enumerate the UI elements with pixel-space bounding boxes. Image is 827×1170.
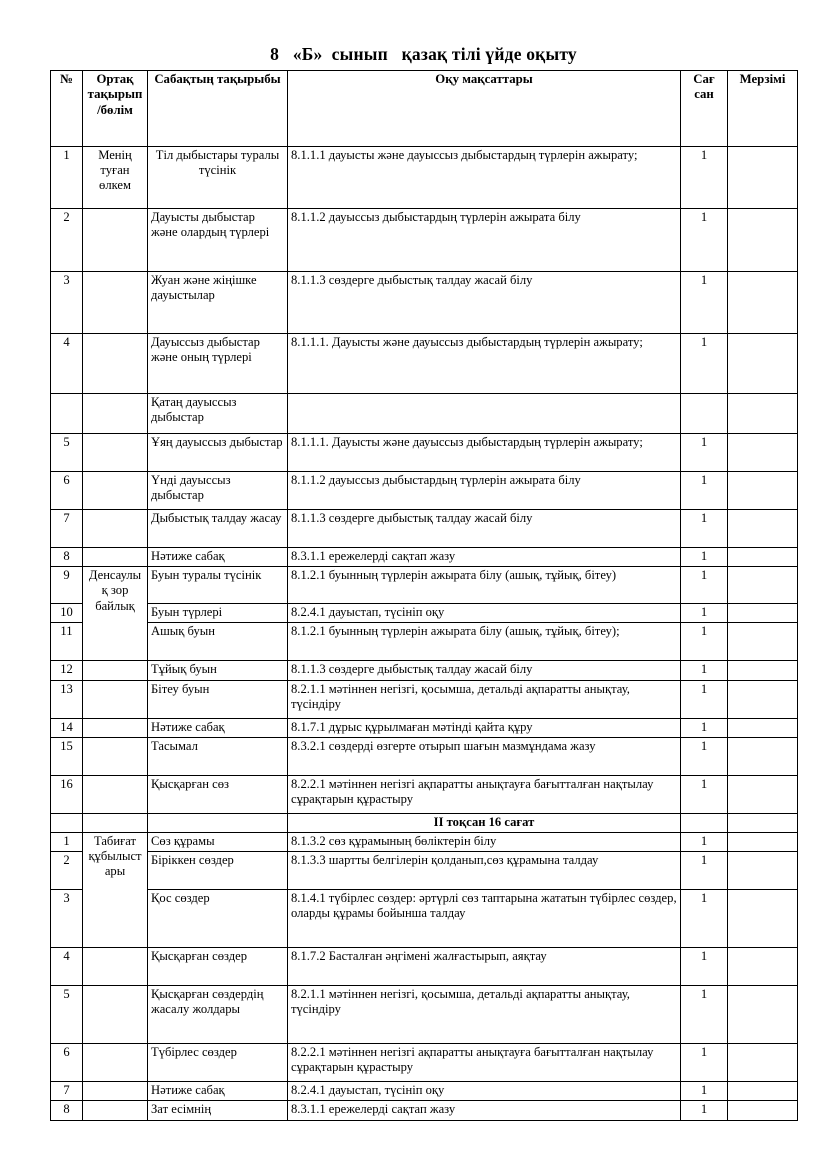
cell-date: [728, 775, 798, 813]
cell-topic: Зат есімнің: [148, 1101, 288, 1120]
cell-date: [728, 661, 798, 680]
cell-topic: Дыбыстық талдау жасау: [148, 510, 288, 548]
cell-theme: [83, 209, 148, 272]
cell-topic: Ұяң дауыссыз дыбыстар: [148, 434, 288, 472]
cell-hours: 1: [681, 775, 728, 813]
cell-objective: 8.1.1.1. Дауысты және дауыссыз дыбыстардың түрлерін ажырату;: [288, 434, 681, 472]
cell-objective: 8.3.1.1 ережелерді сақтап жазу: [288, 1101, 681, 1120]
column-header-objectives: Оқу мақсаттары: [288, 71, 681, 147]
cell-objective: 8.2.1.1 мәтіннен негізгі, қосымша, детальді ақпаратты анықтау, түсіндіру: [288, 986, 681, 1044]
cell-theme: [83, 661, 148, 680]
cell-date: [728, 434, 798, 472]
cell-objective: 8.2.4.1 дауыстап, түсініп оқу: [288, 604, 681, 623]
cell-hours: 1: [681, 548, 728, 567]
cell-hours: 1: [681, 272, 728, 334]
table-row: [51, 548, 798, 567]
cell-theme: [83, 472, 148, 510]
cell-hours: 1: [681, 147, 728, 209]
cell-date: [728, 567, 798, 604]
cell-topic: Бітеу буын: [148, 680, 288, 718]
cell-date: [728, 986, 798, 1044]
cell-date: [728, 948, 798, 986]
cell-no: 3: [51, 890, 83, 948]
table-row: [51, 948, 798, 986]
cell-date: [728, 813, 798, 832]
cell-objective: 8.1.7.1 дұрыс құрылмаған мәтінді қайта құру: [288, 718, 681, 737]
table-row: [51, 394, 798, 434]
cell-no: 11: [51, 623, 83, 661]
cell-theme: [83, 986, 148, 1044]
cell-hours: 1: [681, 604, 728, 623]
cell-date: [728, 623, 798, 661]
table-row: [51, 718, 798, 737]
cell-objective: 8.2.2.1 мәтіннен негізгі ақпаратты анықтауға бағытталған нақтылау сұрақтарын құрастыру: [288, 775, 681, 813]
cell-objective: 8.1.1.2 дауыссыз дыбыстардың түрлерін ажырата білу: [288, 209, 681, 272]
table-row: [51, 1044, 798, 1082]
cell-hours: 1: [681, 510, 728, 548]
cell-date: [728, 548, 798, 567]
cell-topic: Тұйық буын: [148, 661, 288, 680]
cell-date: [728, 680, 798, 718]
column-header-topic: Сабақтың тақырыбы: [148, 71, 288, 147]
cell-theme: [83, 510, 148, 548]
table-body: [51, 147, 798, 1121]
cell-date: [728, 833, 798, 852]
table-row: [51, 775, 798, 813]
cell-no: 5: [51, 986, 83, 1044]
cell-theme: [83, 272, 148, 334]
cell-theme: [83, 775, 148, 813]
cell-hours: 1: [681, 661, 728, 680]
term-banner-row: [51, 813, 798, 832]
cell-topic: Қысқарған сөз: [148, 775, 288, 813]
cell-hours: 1: [681, 209, 728, 272]
cell-hours: 1: [681, 680, 728, 718]
cell-no: 8: [51, 548, 83, 567]
table-row: [51, 852, 798, 890]
column-header-hours: Сағ сан: [681, 71, 728, 147]
cell-date: [728, 209, 798, 272]
cell-hours: [681, 394, 728, 434]
cell-objective: 8.1.3.3 шартты белгілерін қолданып,сөз құрамына талдау: [288, 852, 681, 890]
cell-no: 10: [51, 604, 83, 623]
cell-no: 16: [51, 775, 83, 813]
cell-date: [728, 1044, 798, 1082]
table-row: [51, 890, 798, 948]
cell-no: 6: [51, 472, 83, 510]
table-row: [51, 1082, 798, 1101]
table-row: [51, 1101, 798, 1120]
cell-theme: Менің туған өлкем: [83, 147, 148, 209]
cell-date: [728, 147, 798, 209]
table-row: [51, 737, 798, 775]
term-banner-label: II тоқсан 16 сағат: [288, 813, 681, 832]
cell-date: [728, 718, 798, 737]
cell-no: 7: [51, 1082, 83, 1101]
cell-objective: 8.1.7.2 Басталған әңгімені жалғастырып, аяқтау: [288, 948, 681, 986]
cell-no: 6: [51, 1044, 83, 1082]
column-header-theme: Ортақ тақырып /бөлім: [83, 71, 148, 147]
cell-hours: 1: [681, 948, 728, 986]
cell-date: [728, 1082, 798, 1101]
cell-topic: Буын түрлері: [148, 604, 288, 623]
cell-date: [728, 604, 798, 623]
cell-no: 14: [51, 718, 83, 737]
table-row: [51, 434, 798, 472]
cell-theme: [83, 1101, 148, 1120]
cell-date: [728, 852, 798, 890]
cell-theme: [83, 548, 148, 567]
table-row: [51, 209, 798, 272]
cell-no: 15: [51, 737, 83, 775]
cell-objective: 8.1.1.3 сөздерге дыбыстық талдау жасай білу: [288, 510, 681, 548]
cell-theme: [83, 1044, 148, 1082]
cell-topic: Қысқарған сөздер: [148, 948, 288, 986]
table-row: [51, 604, 798, 623]
cell-objective: 8.1.3.2 сөз құрамының бөліктерін білу: [288, 833, 681, 852]
cell-date: [728, 334, 798, 394]
cell-topic: Буын туралы түсінік: [148, 567, 288, 604]
table-row: [51, 833, 798, 852]
cell-hours: [681, 813, 728, 832]
lesson-plan-table: [50, 70, 798, 1121]
cell-topic: Ашық буын: [148, 623, 288, 661]
cell-topic: Қос сөздер: [148, 890, 288, 948]
cell-theme: Табиғат құбылыстары: [83, 833, 148, 948]
cell-hours: 1: [681, 1044, 728, 1082]
table-row: [51, 623, 798, 661]
cell-theme: [83, 434, 148, 472]
cell-hours: 1: [681, 890, 728, 948]
cell-objective: 8.1.1.3 сөздерге дыбыстық талдау жасай білу: [288, 661, 681, 680]
cell-theme: [83, 394, 148, 434]
cell-date: [728, 1101, 798, 1120]
table-row: [51, 986, 798, 1044]
page-title: 8 «Б» сынып қазақ тілі үйде оқыту: [270, 44, 577, 64]
cell-no: 8: [51, 1101, 83, 1120]
table-row: [51, 472, 798, 510]
cell-topic: Біріккен сөздер: [148, 852, 288, 890]
cell-hours: 1: [681, 718, 728, 737]
cell-topic: Дауысты дыбыстар және олардың түрлері: [148, 209, 288, 272]
cell-date: [728, 510, 798, 548]
cell-no: 4: [51, 334, 83, 394]
cell-hours: 1: [681, 623, 728, 661]
cell-topic: Нәтиже сабақ: [148, 718, 288, 737]
cell-topic: [148, 813, 288, 832]
cell-objective: 8.1.2.1 буынның түрлерін ажырата білу (ашық, тұйық, бітеу);: [288, 623, 681, 661]
cell-topic: Тасымал: [148, 737, 288, 775]
cell-objective: 8.2.1.1 мәтіннен негізгі, қосымша, детальді ақпаратты анықтау, түсіндіру: [288, 680, 681, 718]
cell-topic: Нәтиже сабақ: [148, 548, 288, 567]
cell-no: 2: [51, 209, 83, 272]
cell-objective: 8.3.2.1 сөздерді өзгерте отырып шағын мазмұндама жазу: [288, 737, 681, 775]
cell-theme: Денсаулық зор байлық: [83, 567, 148, 661]
cell-no: [51, 394, 83, 434]
cell-no: 2: [51, 852, 83, 890]
cell-hours: 1: [681, 833, 728, 852]
cell-topic: Түбірлес сөздер: [148, 1044, 288, 1082]
column-header-date: Мерзімі: [728, 71, 798, 147]
cell-date: [728, 472, 798, 510]
cell-objective: 8.1.1.1 дауысты және дауыссыз дыбыстардың түрлерін ажырату;: [288, 147, 681, 209]
cell-hours: 1: [681, 472, 728, 510]
cell-topic: Жуан және жіңішке дауыстылар: [148, 272, 288, 334]
column-header-no: №: [51, 71, 83, 147]
cell-no: 5: [51, 434, 83, 472]
cell-date: [728, 394, 798, 434]
cell-hours: 1: [681, 434, 728, 472]
cell-objective: 8.1.1.3 сөздерге дыбыстық талдау жасай білу: [288, 272, 681, 334]
cell-objective: 8.2.2.1 мәтіннен негізгі ақпаратты анықтауға бағытталған нақтылау сұрақтарын құрастыру: [288, 1044, 681, 1082]
cell-theme: [83, 813, 148, 832]
cell-no: 1: [51, 147, 83, 209]
cell-objective: 8.1.1.2 дауыссыз дыбыстардың түрлерін ажырата білу: [288, 472, 681, 510]
cell-topic: Үнді дауыссыз дыбыстар: [148, 472, 288, 510]
cell-hours: 1: [681, 986, 728, 1044]
cell-hours: 1: [681, 852, 728, 890]
cell-no: 3: [51, 272, 83, 334]
cell-no: [51, 813, 83, 832]
cell-hours: 1: [681, 1082, 728, 1101]
cell-objective: [288, 394, 681, 434]
cell-theme: [83, 334, 148, 394]
table-row: [51, 661, 798, 680]
cell-theme: [83, 737, 148, 775]
table-row: [51, 272, 798, 334]
cell-no: 7: [51, 510, 83, 548]
cell-objective: 8.1.2.1 буынның түрлерін ажырата білу (ашық, тұйық, бітеу): [288, 567, 681, 604]
cell-objective: 8.1.1.1. Дауысты және дауыссыз дыбыстардың түрлерін ажырату;: [288, 334, 681, 394]
cell-topic: Нәтиже сабақ: [148, 1082, 288, 1101]
cell-topic: Сөз құрамы: [148, 833, 288, 852]
cell-date: [728, 737, 798, 775]
table-row: [51, 334, 798, 394]
cell-theme: [83, 948, 148, 986]
cell-topic: Қысқарған сөздердің жасалу жолдары: [148, 986, 288, 1044]
cell-topic: Тіл дыбыстары туралы түсінік: [148, 147, 288, 209]
cell-objective: 8.3.1.1 ережелерді сақтап жазу: [288, 548, 681, 567]
cell-objective: 8.2.4.1 дауыстап, түсініп оқу: [288, 1082, 681, 1101]
cell-hours: 1: [681, 737, 728, 775]
cell-no: 1: [51, 833, 83, 852]
cell-no: 9: [51, 567, 83, 604]
cell-no: 4: [51, 948, 83, 986]
table-row: [51, 147, 798, 209]
cell-hours: 1: [681, 334, 728, 394]
cell-hours: 1: [681, 1101, 728, 1120]
cell-theme: [83, 680, 148, 718]
table-header-row: [51, 71, 798, 147]
table-row: [51, 510, 798, 548]
cell-hours: 1: [681, 567, 728, 604]
table-row: [51, 680, 798, 718]
cell-topic: Дауыссыз дыбыстар және оның түрлері: [148, 334, 288, 394]
cell-date: [728, 890, 798, 948]
cell-topic: Қатаң дауыссыз дыбыстар: [148, 394, 288, 434]
cell-theme: [83, 718, 148, 737]
cell-date: [728, 272, 798, 334]
cell-objective: 8.1.4.1 түбірлес сөздер: әртүрлі сөз таптарына жататын түбірлес сөздер, оларды құрамы бойынша талдау: [288, 890, 681, 948]
cell-no: 13: [51, 680, 83, 718]
table-row: [51, 567, 798, 604]
cell-no: 12: [51, 661, 83, 680]
cell-theme: [83, 1082, 148, 1101]
